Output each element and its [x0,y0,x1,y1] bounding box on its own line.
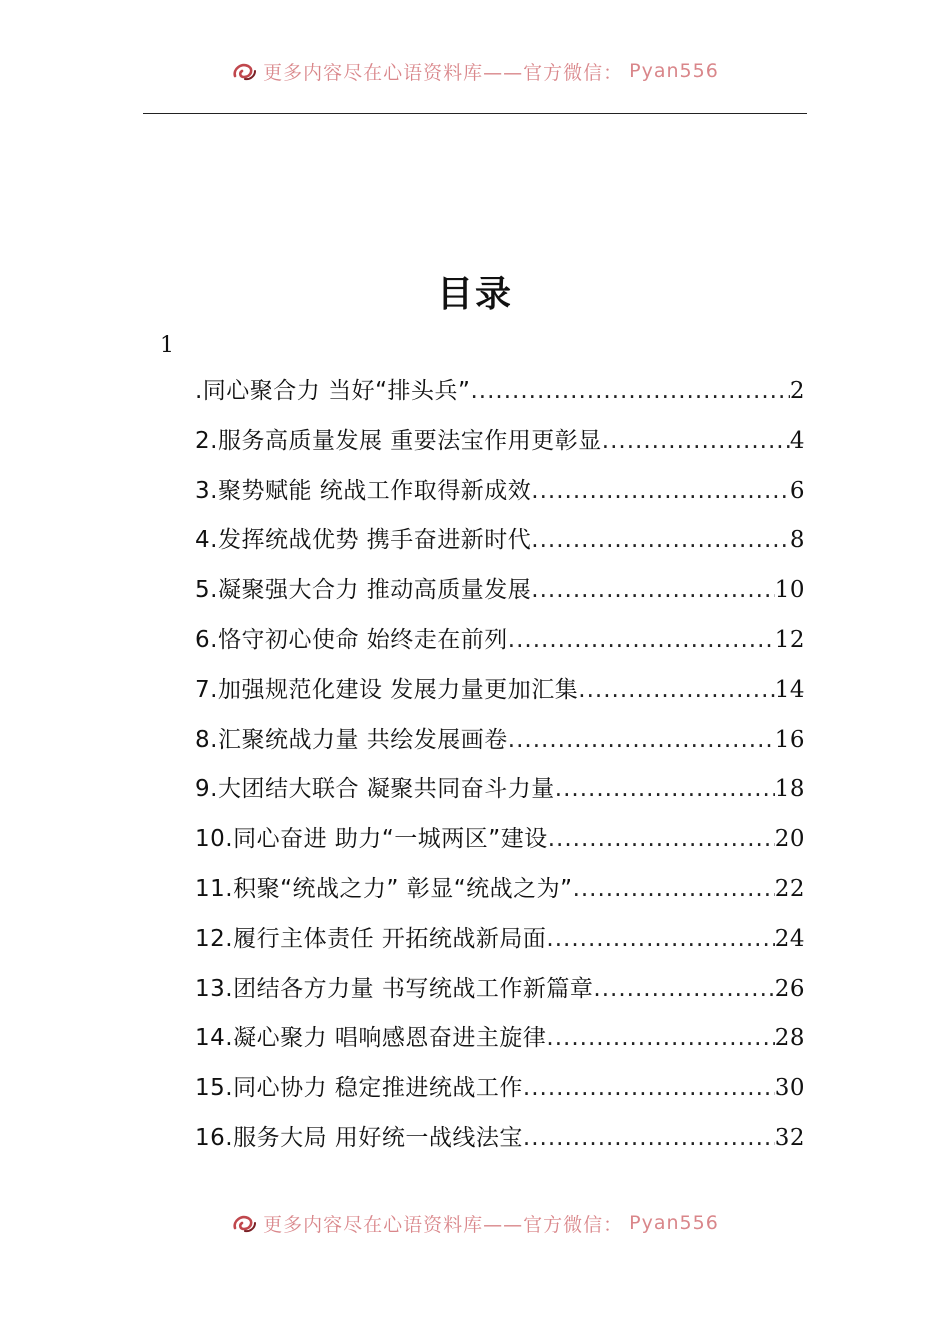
footer-watermark [0,1208,950,1238]
toc-entry-title: 9.大团结大联合 凝聚共同奋斗力量 [195,776,555,803]
toc-page-number: 4 [789,427,805,454]
toc-entry[interactable] [195,671,805,721]
toc-dot-leader [523,1075,775,1101]
toc-entry-title: 15.同心协力 稳定推进统战工作 [195,1075,523,1102]
toc-page-number: 12 [774,626,805,653]
toc-entry[interactable] [195,820,805,870]
toc-dot-leader [508,627,775,653]
watermark-handle: Pyan556 [629,60,719,82]
toc-entry-title: 12.履行主体责任 开拓统战新局面 [195,925,547,952]
toc-page-number: 16 [774,726,805,753]
header-watermark [0,56,950,86]
toc-dot-leader [573,876,775,902]
toc-entry-title: 8.汇聚统战力量 共绘发展画卷 [195,726,508,753]
toc-dot-leader [546,1025,774,1051]
toc-entry[interactable] [195,1019,805,1069]
toc-dot-leader [555,776,775,802]
toc-entry[interactable] [195,472,805,522]
header-divider [143,113,807,114]
toc-entry-title: .同心聚合力 当好“排头兵” [195,378,471,404]
toc-entry-title: 13.团结各方力量 书写统战工作新篇章 [195,975,594,1002]
toc-entry-title: 11.积聚“统战之力” 彰显“统战之为” [195,875,573,902]
toc-entry[interactable] [195,422,805,472]
toc-entry[interactable] [195,920,805,970]
toc-page-number: 30 [774,1075,805,1102]
toc-dot-leader [508,727,775,753]
toc-page-number: 32 [774,1124,805,1151]
toc-dot-leader [523,1125,775,1151]
toc-entry[interactable] [195,372,805,422]
toc-entry-title: 14.凝心聚力 唱响感恩奋进主旋律 [195,1025,547,1052]
toc-entry[interactable] [195,870,805,920]
toc-entry[interactable] [195,721,805,771]
toc-entry-title: 6.恪守初心使命 始终走在前列 [195,626,508,653]
toc-page-number: 20 [774,826,805,853]
toc-entry-title: 7.加强规范化建设 发展力量更加汇集 [195,676,579,703]
toc-dot-leader [548,826,775,852]
toc-entry[interactable] [195,970,805,1020]
toc-entry[interactable] [195,621,805,671]
toc-entry[interactable] [195,571,805,621]
watermark-text: 更多内容尽在心语资料库——官方微信： [263,1213,624,1236]
toc-entry-title: 10.同心奋进 助力“一城两区”建设 [195,826,548,853]
toc-page-number: 18 [774,776,805,803]
toc-dot-leader [531,478,790,504]
stray-number: 1 [160,333,174,358]
toc-dot-leader [602,428,790,454]
swirl-logo-icon [231,1212,257,1234]
toc-dot-leader [531,577,774,603]
toc-dot-leader [593,976,774,1002]
toc-dot-leader [470,378,789,404]
watermark-handle: Pyan556 [629,1212,719,1234]
toc-page-number: 2 [789,378,805,404]
toc-page-number: 14 [774,676,805,703]
toc-page-number: 26 [774,975,805,1002]
toc-entry[interactable] [195,770,805,820]
toc-dot-leader [546,926,774,952]
toc-dot-leader [578,677,774,703]
toc-entry-title: 3.聚势赋能 统战工作取得新成效 [195,477,532,504]
toc-entry-title: 2.服务高质量发展 重要法宝作用更彰显 [195,427,602,454]
watermark-text: 更多内容尽在心语资料库——官方微信： [263,61,624,84]
swirl-logo-icon [231,60,257,82]
toc-page-number: 10 [774,577,805,604]
toc-entry[interactable] [195,521,805,571]
toc-entry-title: 4.发挥统战优势 携手奋进新时代 [195,527,532,554]
toc-dot-leader [531,527,790,553]
toc-list [195,372,805,1169]
toc-entry[interactable] [195,1069,805,1119]
toc-entry-title: 5.凝聚强大合力 推动高质量发展 [195,577,532,604]
page-title: 目录 [436,273,513,315]
toc-entry-title: 16.服务大局 用好统一战线法宝 [195,1124,523,1151]
toc-page-number: 22 [774,875,805,902]
toc-page-number: 6 [789,477,805,504]
toc-page-number: 8 [789,527,805,554]
toc-entry[interactable] [195,1119,805,1169]
toc-page-number: 24 [774,925,805,952]
toc-page-number: 28 [774,1025,805,1052]
